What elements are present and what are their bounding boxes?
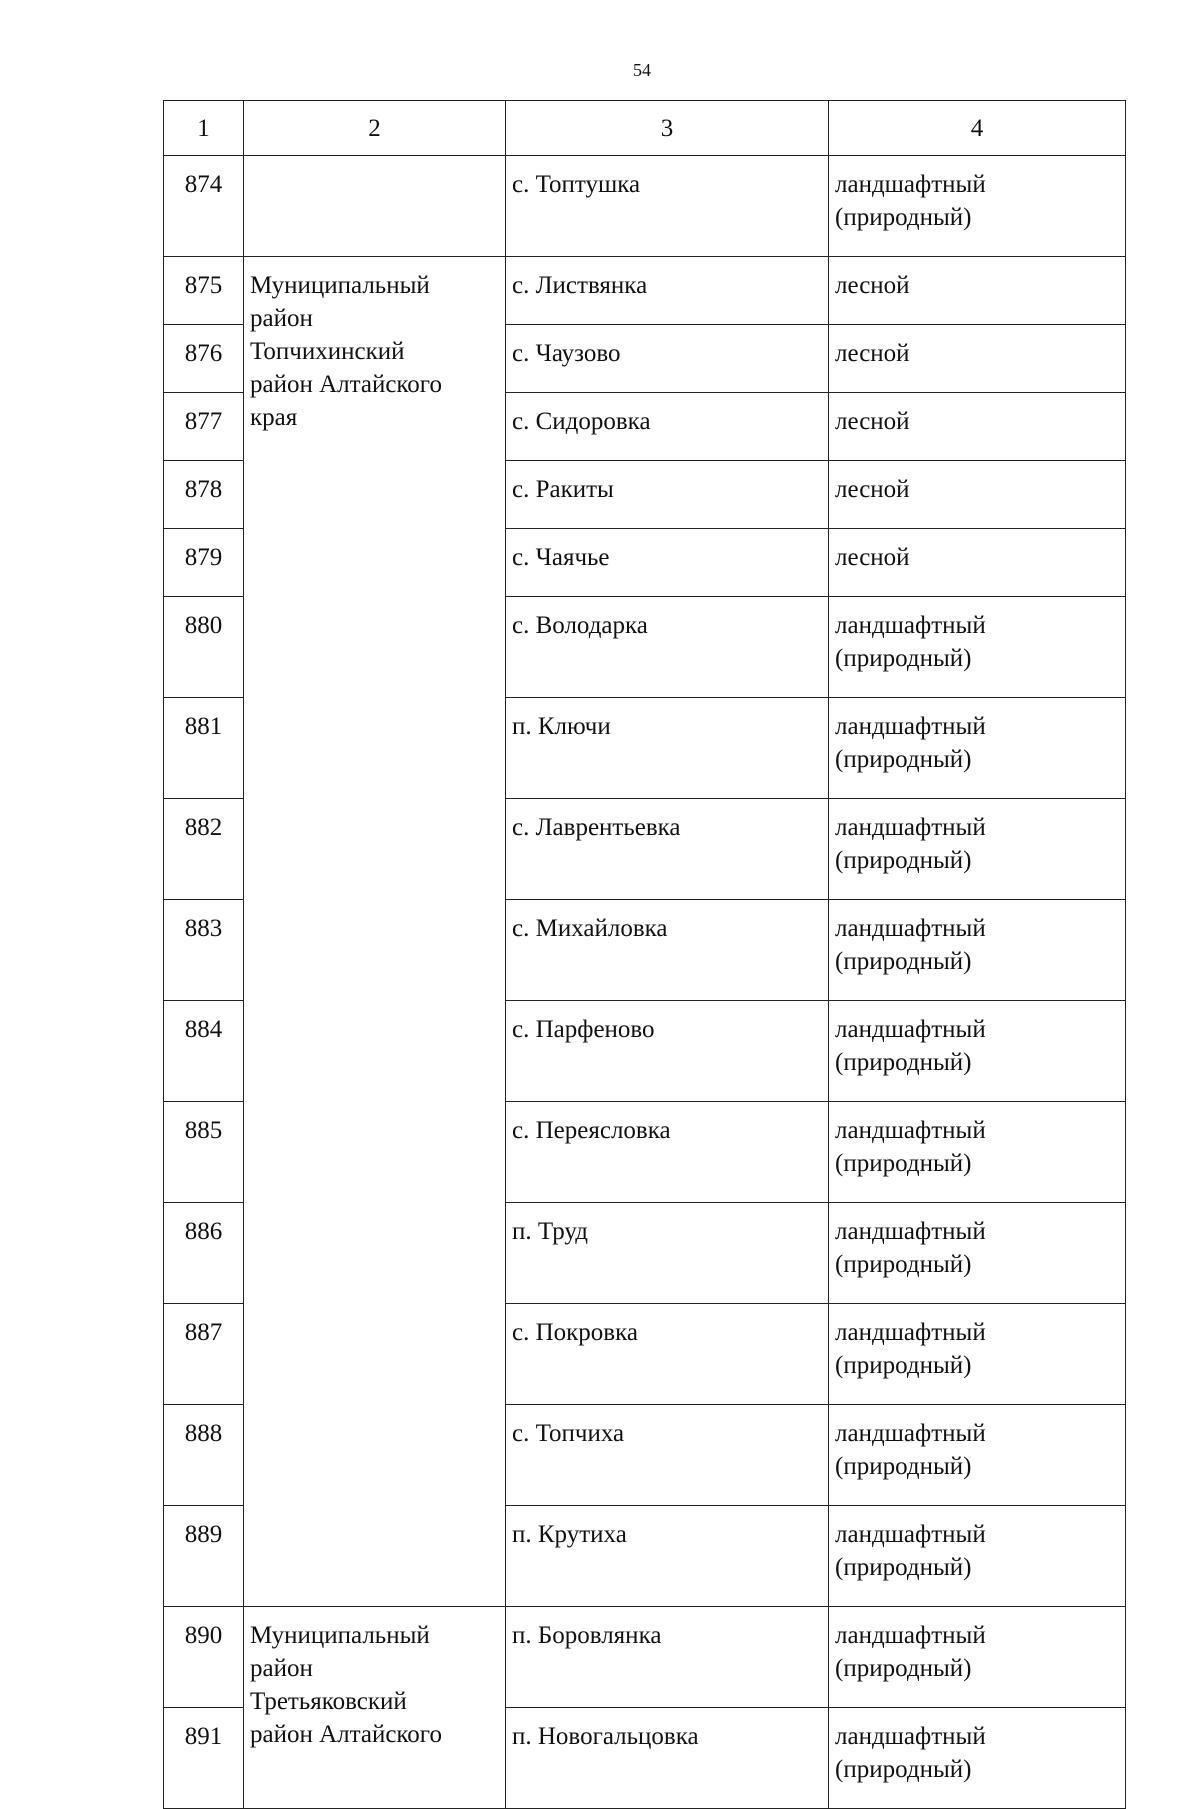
row-number: 891 bbox=[164, 1708, 244, 1809]
zone-type-line: ландшафтный bbox=[835, 1723, 986, 1750]
zone-type bbox=[829, 799, 1126, 900]
row-number: 889 bbox=[164, 1506, 244, 1607]
row-number: 880 bbox=[164, 597, 244, 698]
zone-type bbox=[829, 257, 1126, 325]
zone-type-line: ландшафтный bbox=[835, 915, 986, 942]
row-number: 888 bbox=[164, 1405, 244, 1506]
page-number: 54 bbox=[633, 60, 651, 80]
row-number: 883 bbox=[164, 900, 244, 1001]
district-line: Топчихинский bbox=[250, 338, 405, 365]
zone-type-line: ландшафтный bbox=[835, 171, 986, 198]
zone-type bbox=[829, 1102, 1126, 1203]
row-number: 886 bbox=[164, 1203, 244, 1304]
zone-type-line: лесной bbox=[835, 340, 910, 367]
district-line: Муниципальный bbox=[250, 272, 430, 299]
zone-type bbox=[829, 1203, 1126, 1304]
register-table bbox=[163, 100, 1126, 1809]
zone-type-line: (природный) bbox=[835, 948, 972, 975]
settlement-name: п. Ключи bbox=[506, 698, 829, 799]
header-col-3: 3 bbox=[506, 101, 829, 156]
row-number: 887 bbox=[164, 1304, 244, 1405]
zone-type bbox=[829, 1506, 1126, 1607]
zone-type-line: (природный) bbox=[835, 1251, 972, 1278]
zone-type-line: (природный) bbox=[835, 204, 972, 231]
zone-type-line: (природный) bbox=[835, 1756, 972, 1783]
settlement-name: с. Листвянка bbox=[506, 257, 829, 325]
zone-type bbox=[829, 900, 1126, 1001]
zone-type-line: ландшафтный bbox=[835, 713, 986, 740]
row-number: 890 bbox=[164, 1607, 244, 1708]
zone-type bbox=[829, 156, 1126, 257]
zone-type-line: ландшафтный bbox=[835, 1117, 986, 1144]
zone-type bbox=[829, 325, 1126, 393]
zone-type-line: (природный) bbox=[835, 1453, 972, 1480]
settlement-name: с. Парфеново bbox=[506, 1001, 829, 1102]
district-cell bbox=[244, 156, 506, 257]
zone-type-line: (природный) bbox=[835, 1554, 972, 1581]
district-line: район Алтайского bbox=[250, 1721, 442, 1748]
zone-type-line: (природный) bbox=[835, 645, 972, 672]
zone-type bbox=[829, 461, 1126, 529]
district-line: Муниципальный bbox=[250, 1622, 430, 1649]
table-row bbox=[164, 1607, 1126, 1708]
zone-type-line: ландшафтный bbox=[835, 814, 986, 841]
zone-type-line: (природный) bbox=[835, 1655, 972, 1682]
row-number: 877 bbox=[164, 393, 244, 461]
settlement-name: п. Крутиха bbox=[506, 1506, 829, 1607]
zone-type-line: ландшафтный bbox=[835, 1016, 986, 1043]
zone-type bbox=[829, 1405, 1126, 1506]
settlement-name: п. Новогальцовка bbox=[506, 1708, 829, 1809]
zone-type-line: (природный) bbox=[835, 847, 972, 874]
settlement-name: с. Лаврентьевка bbox=[506, 799, 829, 900]
settlement-name: с. Переясловка bbox=[506, 1102, 829, 1203]
zone-type bbox=[829, 597, 1126, 698]
district-line: район bbox=[250, 305, 313, 332]
district-line: район bbox=[250, 1655, 313, 1682]
district-line: Третьяковский bbox=[250, 1688, 407, 1715]
zone-type bbox=[829, 1001, 1126, 1102]
row-number: 874 bbox=[164, 156, 244, 257]
zone-type bbox=[829, 1304, 1126, 1405]
header-col-4: 4 bbox=[829, 101, 1126, 156]
zone-type bbox=[829, 393, 1126, 461]
header-col-2: 2 bbox=[244, 101, 506, 156]
zone-type-line: (природный) bbox=[835, 746, 972, 773]
zone-type-line: ландшафтный bbox=[835, 612, 986, 639]
row-number: 882 bbox=[164, 799, 244, 900]
zone-type-line: (природный) bbox=[835, 1352, 972, 1379]
district-line: район Алтайского bbox=[250, 371, 442, 398]
zone-type bbox=[829, 529, 1126, 597]
zone-type-line: ландшафтный bbox=[835, 1521, 986, 1548]
table-body bbox=[164, 101, 1126, 1809]
header-col-1: 1 bbox=[164, 101, 244, 156]
zone-type bbox=[829, 1607, 1126, 1708]
row-number: 876 bbox=[164, 325, 244, 393]
zone-type-line: ландшафтный bbox=[835, 1319, 986, 1346]
row-number: 881 bbox=[164, 698, 244, 799]
settlement-name: с. Чаячье bbox=[506, 529, 829, 597]
district-line: края bbox=[250, 404, 298, 431]
settlement-name: с. Ракиты bbox=[506, 461, 829, 529]
settlement-name: п. Труд bbox=[506, 1203, 829, 1304]
zone-type-line: лесной bbox=[835, 476, 910, 503]
table-row bbox=[164, 156, 1126, 257]
row-number: 879 bbox=[164, 529, 244, 597]
zone-type-line: (природный) bbox=[835, 1049, 972, 1076]
settlement-name: с. Чаузово bbox=[506, 325, 829, 393]
row-number: 884 bbox=[164, 1001, 244, 1102]
zone-type bbox=[829, 698, 1126, 799]
zone-type-line: ландшафтный bbox=[835, 1420, 986, 1447]
zone-type-line: лесной bbox=[835, 544, 910, 571]
zone-type-line: (природный) bbox=[835, 1150, 972, 1177]
settlement-name: с. Топчиха bbox=[506, 1405, 829, 1506]
table-row bbox=[164, 257, 1126, 325]
zone-type-line: ландшафтный bbox=[835, 1218, 986, 1245]
district-cell bbox=[244, 257, 506, 1607]
header-row bbox=[164, 101, 1126, 156]
settlement-name: с. Михайловка bbox=[506, 900, 829, 1001]
zone-type-line: ландшафтный bbox=[835, 1622, 986, 1649]
row-number: 875 bbox=[164, 257, 244, 325]
settlement-name: с. Покровка bbox=[506, 1304, 829, 1405]
zone-type bbox=[829, 1708, 1126, 1809]
district-cell bbox=[244, 1607, 506, 1809]
row-number: 885 bbox=[164, 1102, 244, 1203]
zone-type-line: лесной bbox=[835, 272, 910, 299]
zone-type-line: лесной bbox=[835, 408, 910, 435]
settlement-name: с. Володарка bbox=[506, 597, 829, 698]
settlement-name: с. Топтушка bbox=[506, 156, 829, 257]
row-number: 878 bbox=[164, 461, 244, 529]
settlement-name: с. Сидоровка bbox=[506, 393, 829, 461]
settlement-name: п. Боровлянка bbox=[506, 1607, 829, 1708]
